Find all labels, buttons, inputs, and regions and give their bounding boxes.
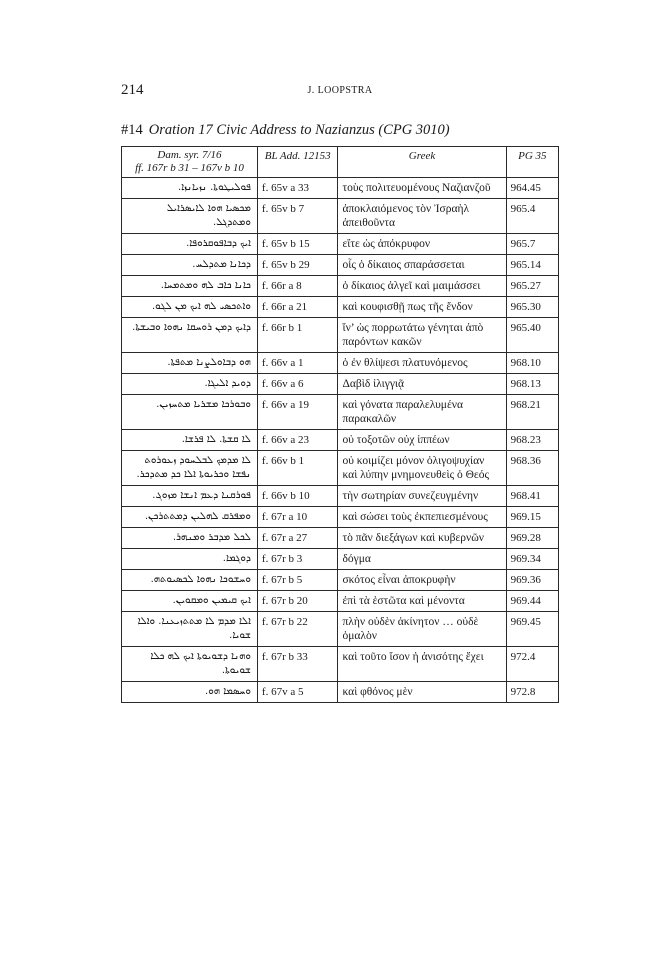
table-row (122, 507, 559, 528)
syriac-cell: ܘܒܘܪܟܐ ܡܫܪܝܐ ܡܬܚܙܝܢ. (122, 395, 258, 430)
greek-cell: καὶ φθόνος μὲν (338, 682, 506, 703)
greek-cell: εἴτε ὡς ἀπόκρυφον (338, 234, 506, 255)
syriac-cell: ܕܘܝܕ ܐܠܝܓܐ. (122, 374, 258, 395)
bl-cell: f. 66v a 19 (257, 395, 338, 430)
pg-cell: 969.36 (506, 570, 558, 591)
greek-cell: τὴν σωτηρίαν συνεζευγμένην (338, 486, 506, 507)
syriac-cell: ܦܘܪܩܢܐ ܕܥܡ ܐܢܫܐ ܡܙܘܓ. (122, 486, 258, 507)
header-bl: BL Add. 12153 (257, 147, 338, 178)
syriac-cell: ܘܡܦܪܩ ܠܗܠܝܢ ܕܡܬܬܪܟܢ. (122, 507, 258, 528)
header-syriac-line2: ff. 167r b 31 – 167v b 10 (135, 162, 244, 174)
syriac-cell: ܠܐ ܡܕܡܟ ܠܒܠܚܘܕ ܙܥܘܪܘܬ ܢܦܫܐ ܘܟܪܝܘܬܐ ܐܠܐ ܟܕ ܡܬܕܟܪ. (122, 451, 258, 486)
pg-cell: 968.10 (506, 353, 558, 374)
section-heading (121, 122, 450, 139)
greek-cell: πλὴν οὐδὲν ἀκίνητον … οὐδὲ ὁμαλὸν (338, 612, 506, 647)
bl-cell: f. 67r a 27 (257, 528, 338, 549)
table-row (122, 570, 559, 591)
bl-cell: f. 67r b 22 (257, 612, 338, 647)
bl-cell: f. 67r b 5 (257, 570, 338, 591)
syriac-cell: ܦܘܠܝܛܘܬܐ. ܢܙܝܐܢܙܐ. (122, 178, 258, 199)
greek-cell: οὐ κοιμίζει μόνον ὀλιγοψυχίαν καὶ λύπην μνημονευθεὶς ὁ Θεός (338, 451, 506, 486)
table-row (122, 682, 559, 703)
table-row (122, 199, 559, 234)
bl-cell: f. 65v b 29 (257, 255, 338, 276)
syriac-cell: ܐܠܐ ܡܕܡ ܠܐ ܡܬܬܙܝܥܢܐ. ܘܐܠܐ ܫܘܝܐ. (122, 612, 258, 647)
table-row (122, 528, 559, 549)
bl-cell: f. 67r b 20 (257, 591, 338, 612)
greek-cell: δόγμα (338, 549, 506, 570)
syriac-cell: ܘܚܣܡܐ ܗܘ. (122, 682, 258, 703)
bl-cell: f. 67v a 5 (257, 682, 338, 703)
table-row (122, 486, 559, 507)
bl-cell: f. 66r a 8 (257, 276, 338, 297)
table-row (122, 374, 559, 395)
bl-cell: f. 66v a 6 (257, 374, 338, 395)
pg-cell: 968.41 (506, 486, 558, 507)
bl-cell: f. 66v b 10 (257, 486, 338, 507)
greek-cell: τὸ πᾶν διεξάγων καὶ κυβερνῶν (338, 528, 506, 549)
greek-cell: οὐ τοξοτῶν οὐχ ἱππέων (338, 430, 506, 451)
pg-cell: 969.28 (506, 528, 558, 549)
syriac-cell: ܘܗܢܐ ܕܫܘܝܘܬܐ ܐܝܟ ܠܗ ܟܠܐ ܫܘܝܘܬܐ. (122, 647, 258, 682)
pg-cell: 968.13 (506, 374, 558, 395)
table-row (122, 591, 559, 612)
header-pg: PG 35 (506, 147, 558, 178)
table-row (122, 451, 559, 486)
pg-cell: 965.40 (506, 318, 558, 353)
page-number: 214 (121, 82, 144, 98)
greek-cell: καὶ τοῦτο ἴσον ἡ ἀνισότης ἔχει (338, 647, 506, 682)
header-syriac-line1: Dam. syr. 7/16 (157, 149, 222, 161)
syriac-cell: ܠܟܠ ܡܕܒܪ ܘܡܢܗܪ. (122, 528, 258, 549)
table-row (122, 297, 559, 318)
comparison-table (121, 146, 559, 703)
greek-cell: Δαβὶδ ἰλιγγιᾷ (338, 374, 506, 395)
bl-cell: f. 66v a 1 (257, 353, 338, 374)
table-row (122, 430, 559, 451)
table-row (122, 647, 559, 682)
bl-cell: f. 67r a 10 (257, 507, 338, 528)
table-body (122, 178, 559, 703)
greek-cell: ἵν’ ὡς πορρωτάτω γένηται ἀπὸ παρόντων κακῶν (338, 318, 506, 353)
running-head: J. LOOPSTRA (307, 85, 373, 96)
table-row (122, 255, 559, 276)
pg-cell: 969.44 (506, 591, 558, 612)
pg-cell: 965.4 (506, 199, 558, 234)
table-header-row (122, 147, 559, 178)
bl-cell: f. 66r b 1 (257, 318, 338, 353)
greek-cell: τοὺς πολιτευομένους Ναζιανζοῦ (338, 178, 506, 199)
table-row (122, 178, 559, 199)
table-row (122, 276, 559, 297)
greek-cell: σκότος εἶναι ἀποκρυφὴν (338, 570, 506, 591)
greek-cell: ἐπὶ τὰ ἑστῶτα καὶ μένοντα (338, 591, 506, 612)
greek-cell: οἷς ὁ δίκαιος σπαράσσεται (338, 255, 506, 276)
bl-cell: f. 66v b 1 (257, 451, 338, 486)
bl-cell: f. 66r a 21 (257, 297, 338, 318)
syriac-cell: ܐܝܟ ܕܒܐܦܘܩܪܘܦܐ. (122, 234, 258, 255)
greek-cell: ὁ ἐν θλίψεσι πλατυνόμενος (338, 353, 506, 374)
pg-cell: 964.45 (506, 178, 558, 199)
syriac-cell: ܘܚܫܘܟܐ ܢܗܘܐ ܠܟܣܝܘܬܗ. (122, 570, 258, 591)
pg-cell: 969.15 (506, 507, 558, 528)
greek-cell: καὶ κουφισθῇ πως τῆς ἔνδον (338, 297, 506, 318)
syriac-cell: ܟܐܢܐ ܟܐܒ ܠܗ ܘܡܬܡܚܐ. (122, 276, 258, 297)
table-row (122, 612, 559, 647)
table-row (122, 395, 559, 430)
pg-cell: 965.27 (506, 276, 558, 297)
page-header (121, 82, 559, 102)
syriac-cell: ܕܐܝܟ ܕܡܢ ܪܘܚܩܐ ܢܗܘܐ ܘܒܝܫܬܐ. (122, 318, 258, 353)
syriac-cell: ܐܝܟ ܩܝܡܝܢ ܘܡܩܘܝܢ. (122, 591, 258, 612)
syriac-cell: ܕܘܓܡܐ. (122, 549, 258, 570)
syriac-cell: ܡܟܣܝܐ ܗܘܐ ܠܐܝܣܪܐܝܠ ܘܡܬܕܓܠ. (122, 199, 258, 234)
bl-cell: f. 65v a 33 (257, 178, 338, 199)
pg-cell: 972.4 (506, 647, 558, 682)
greek-cell: καὶ σώσει τοὺς ἐκπεπιεσμένους (338, 507, 506, 528)
table-row (122, 353, 559, 374)
table-row (122, 234, 559, 255)
syriac-cell: ܘܐܬܟܣܝ ܠܗ ܐܝܟ ܡܢ ܠܓܘ. (122, 297, 258, 318)
pg-cell: 969.45 (506, 612, 558, 647)
pg-cell: 965.7 (506, 234, 558, 255)
bl-cell: f. 65v b 7 (257, 199, 338, 234)
header-syriac (122, 147, 258, 178)
bl-cell: f. 67r b 3 (257, 549, 338, 570)
greek-cell: ὁ δίκαιος ἀλγεῖ καὶ μαιμάσσει (338, 276, 506, 297)
syriac-cell: ܕܟܐܢܐ ܡܬܕܠܚ. (122, 255, 258, 276)
section-title: Oration 17 Civic Address to Nazianzus (CPG 3010) (148, 122, 450, 138)
pg-cell: 965.14 (506, 255, 558, 276)
syriac-cell: ܗܘ ܕܒܐܘܠܨܢܐ ܡܬܦܬܐ. (122, 353, 258, 374)
pg-cell: 972.8 (506, 682, 558, 703)
header-greek: Greek (338, 147, 506, 178)
table-row (122, 318, 559, 353)
bl-cell: f. 66v a 23 (257, 430, 338, 451)
section-number: #14 (121, 122, 143, 138)
table-row (122, 549, 559, 570)
pg-cell: 968.36 (506, 451, 558, 486)
pg-cell: 965.30 (506, 297, 558, 318)
pg-cell: 969.34 (506, 549, 558, 570)
greek-cell: καὶ γόνατα παραλελυμένα παρακαλῶν (338, 395, 506, 430)
pg-cell: 968.23 (506, 430, 558, 451)
syriac-cell: ܠܐ ܩܫܬܐ. ܠܐ ܦܪܫܐ. (122, 430, 258, 451)
greek-cell: ἀποκλαιόμενος τὸν Ἰσραὴλ ἀπειθοῦντα (338, 199, 506, 234)
pg-cell: 968.21 (506, 395, 558, 430)
bl-cell: f. 67r b 33 (257, 647, 338, 682)
bl-cell: f. 65v b 15 (257, 234, 338, 255)
